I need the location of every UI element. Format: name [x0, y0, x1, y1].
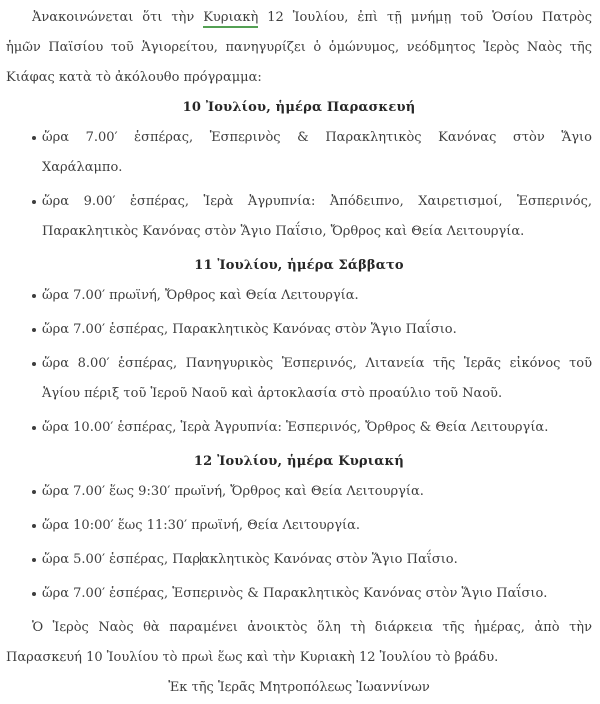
intro-line-1-pre: Ἀνακοινώνεται ὅτι τὴν	[32, 10, 204, 25]
bullet-icon	[32, 294, 36, 298]
intro-paragraph	[6, 3, 592, 93]
list-item-friday-1	[6, 123, 592, 183]
list-item-text-before-caret: ὥρα 5.00′ ἑσπέρας, Παρ	[42, 552, 201, 567]
list-item-line: ὥρα 8.00′ ἑσπέρας, Πανηγυρικὸς Ἑσπερινός, Λιτανεία τῆς Ἱερᾶς εἰκόνος τοῦ	[42, 356, 592, 371]
list-item-line: ὥρα 7.00′ ἕως 9:30′ πρωϊνή, Ὄρθρος καὶ Θεία Λειτουργία.	[42, 484, 424, 499]
intro-line-3: Κιάφας κατὰ τὸ ἀκόλουθο πρόγραμμα:	[6, 70, 262, 85]
closing-line-2: Παρασκευή 10 Ἰουλίου τὸ πρωὶ ἕως καὶ τὴν Κυριακὴ 12 Ἰουλίου τὸ βράδυ.	[6, 650, 499, 665]
section-heading-sunday: 12 Ἰουλίου, ἡμέρα Κυριακή	[193, 454, 405, 469]
list-item-friday-2	[6, 187, 592, 247]
bullet-icon	[32, 490, 36, 494]
bullet-icon	[32, 426, 36, 430]
section-heading-friday: 10 Ἰουλίου, ἡμέρα Παρασκευή	[182, 100, 416, 115]
list-item-saturday-2	[6, 315, 592, 345]
list-item-sunday-3	[6, 545, 592, 575]
list-item-saturday-3	[6, 349, 592, 409]
list-item-line: ὥρα 7.00′ πρωϊνή, Ὄρθρος καὶ Θεία Λειτουργία.	[42, 288, 359, 303]
bullet-icon	[32, 136, 36, 140]
list-item-saturday-1	[6, 281, 592, 311]
spellcheck-underlined-word: Κυριακὴ	[203, 10, 258, 28]
bullet-icon	[32, 328, 36, 332]
list-item-text-after-caret: ακλητικὸς Κανόνας στὸν Ἅγιο Παΐσιο.	[201, 552, 458, 567]
closing-line-1: Ὁ Ἱερὸς Ναὸς θὰ παραμένει ἀνοικτὸς ὅλη τὴ διάρκεια τῆς ἡμέρας, ἀπὸ τὴν	[32, 620, 592, 635]
list-item-line: ὥρα 10.00′ ἑσπέρας, Ἱερὰ Ἀγρυπνία: Ἑσπερινός, Ὄρθρος & Θεία Λειτουργία.	[42, 420, 549, 435]
list-item-line: ὥρα 7.00′ ἑσπέρας, Ἑσπερινὸς & Παρακλητικὸς Κανόνας στὸν Ἅγιο Παΐσιο.	[42, 586, 548, 601]
list-item-line: ὥρα 9.00′ ἑσπέρας, Ἱερὰ Ἀγρυπνία: Ἀπόδειπνο, Χαιρετισμοί, Ἑσπερινός,	[42, 194, 592, 209]
bullet-icon	[32, 524, 36, 528]
list-item-sunday-2	[6, 511, 592, 541]
list-item-line: ὥρα 7.00′ ἑσπέρας, Παρακλητικὸς Κανόνας στὸν Ἅγιο Παΐσιο.	[42, 322, 457, 337]
list-item-line: Παρακλητικὸς Κανόνας στὸν Ἅγιο Παΐσιο, Ὄρθρος καὶ Θεία Λειτουργία.	[42, 224, 525, 239]
bullet-icon	[32, 592, 36, 596]
list-item-saturday-4	[6, 413, 592, 443]
list-item-line: ὥρα 10:00′ ἕως 11:30′ πρωϊνή, Θεία Λειτουργία.	[42, 518, 361, 533]
list-item-line: ὥρα 7.00′ ἑσπέρας, Ἑσπερινὸς & Παρακλητικὸς Κανόνας στὸν Ἅγιο	[42, 130, 592, 145]
intro-line-1	[6, 3, 592, 33]
bullet-icon	[32, 200, 36, 204]
closing-paragraph	[6, 613, 592, 673]
intro-line-1-post: 12 Ἰουλίου, ἐπὶ τῇ μνήμῃ τοῦ Ὁσίου Πατρὸς	[258, 10, 592, 25]
bullet-icon	[32, 558, 36, 562]
list-item-sunday-1	[6, 477, 592, 507]
list-item-line: Χαράλαμπο.	[42, 160, 123, 175]
list-item-line: Ἁγίου πέριξ τοῦ Ἱεροῦ Ναοῦ καὶ ἀρτοκλασία στὸ προαύλιο τοῦ Ναοῦ.	[42, 386, 503, 401]
intro-line-2: ἡμῶν Παϊσίου τοῦ Ἁγιορείτου, πανηγυρίζει ὁ ὁμώνυμος, νεόδμητος Ἱερὸς Ναὸς τῆς	[6, 40, 592, 55]
list-item-line	[42, 545, 592, 575]
bullet-icon	[32, 362, 36, 366]
list-item-sunday-4	[6, 579, 592, 609]
signature-line: Ἐκ τῆς Ἱερᾶς Μητροπόλεως Ἰωαννίνων	[168, 680, 430, 695]
section-heading-saturday: 11 Ἰουλίου, ἡμέρα Σάββατο	[194, 258, 404, 273]
